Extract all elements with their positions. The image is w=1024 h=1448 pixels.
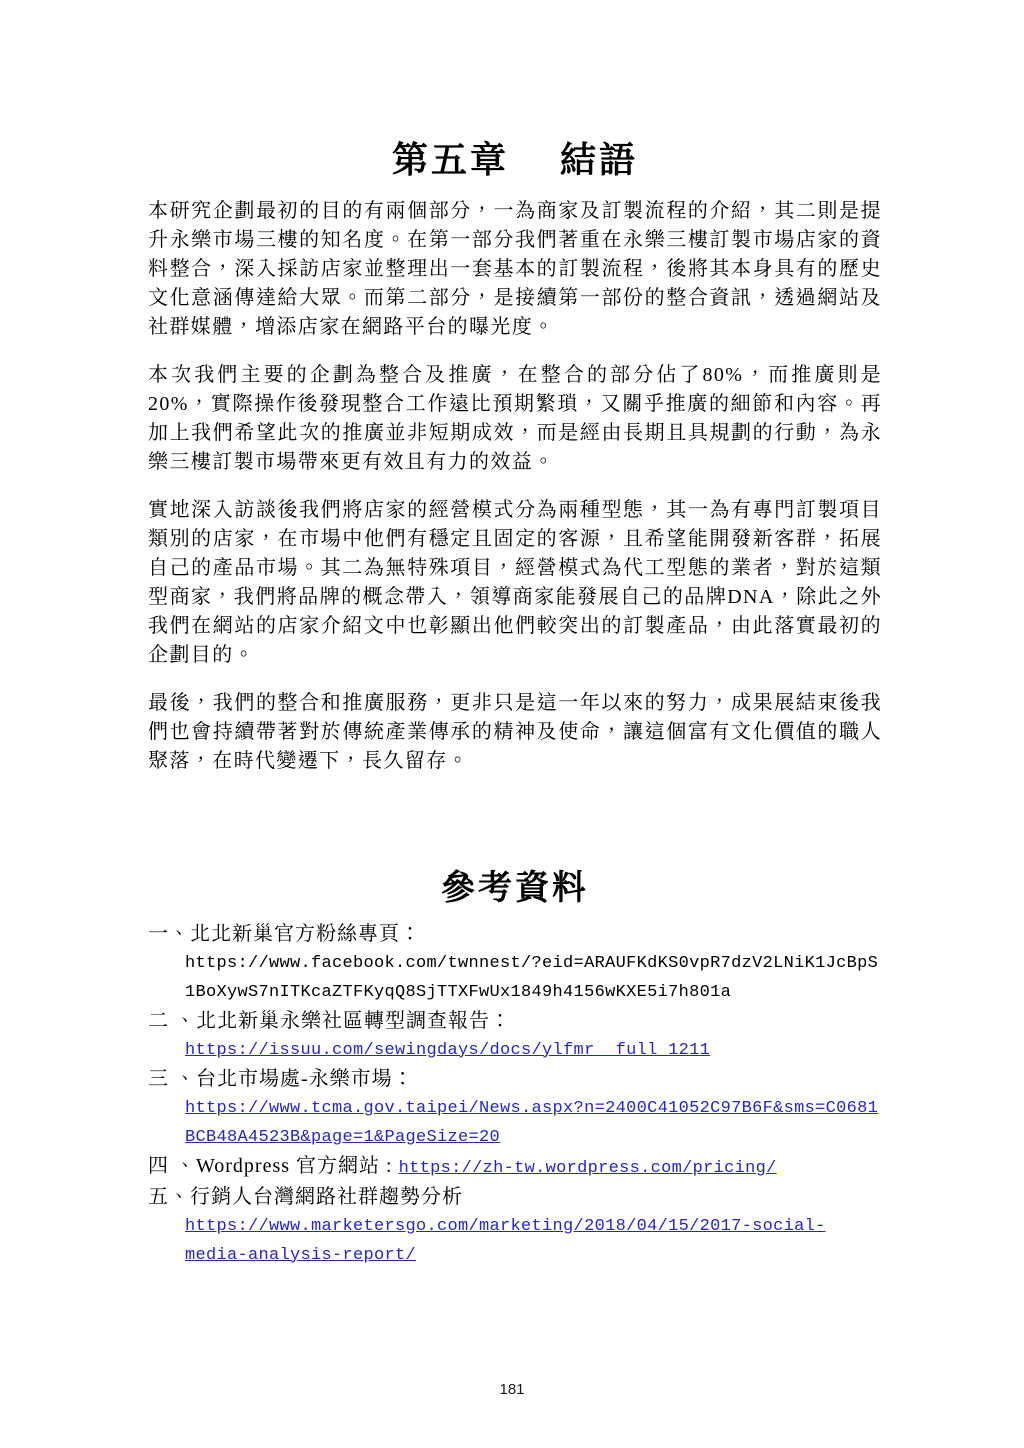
reference-hyperlink[interactable]: https://www.marketersgo.com/marketing/2018/04/15/2017-social- [185,1216,826,1236]
chapter-title: 第五章 結語 [391,140,638,180]
references-title: 參考資料 [441,870,589,907]
reference-hyperlink[interactable]: https://zh-tw.wordpress.com/pricing/ [398,1158,777,1178]
reference-url-text: https://www.facebook.com/twnnest/?eid=ARAUFKdKS0vpR7dzV2LNiK1JcBpS [185,953,879,973]
paragraph-4: 最後，我們的整合和推廣服務，更非只是這一年以來的努力，成果展結束後我們也會持續帶著對於傳統產業傳承的精神及使命，讓這個富有文化價值的職人聚落，在時代變遷下，長久留存。 [148,692,882,772]
reference-label: Wordpress 官方網站 : [196,1154,399,1177]
reference-label: 北北新巢官方粉絲專頁： [190,922,421,945]
reference-heading [148,1007,882,1036]
paragraph-1: 本研究企劃最初的目的有兩個部分，一為商家及訂製流程的介紹，其二則是提升永樂市場三樓的知名度。在第一部分我們著重在永樂三樓訂製市場店家的資料整合，深入採訪店家並整理出一套基本的訂製流程，後將其本身具有的歷史文化意涵傳達給大眾。而第二部分，是接續第一部份的整合資訊，透過網站及社群媒體，增添店家在網路平台的曝光度。 [148,200,882,338]
reference-number: 五、 [148,1185,190,1208]
reference-heading [148,920,882,949]
reference-url-line [185,1036,882,1065]
reference-url-line [185,1241,882,1270]
references-list [148,920,882,1270]
reference-hyperlink[interactable]: https://www.tcma.gov.taipei/News.aspx?n=2400C41052C97B6F&sms=C0681 [185,1098,879,1118]
page-number: 181 [499,1381,525,1398]
reference-label: 台北市場處-永樂市場： [196,1067,414,1090]
reference-hyperlink[interactable]: media-analysis-report/ [185,1245,417,1265]
reference-heading [148,1065,882,1094]
reference-item-3 [148,1065,882,1152]
reference-item-1 [148,920,882,1007]
reference-item-4 [148,1152,882,1183]
reference-heading [148,1183,882,1212]
reference-label: 北北新巢永樂社區轉型調查報告： [196,1009,511,1032]
paragraph-2: 本次我們主要的企劃為整合及推廣，在整合的部分佔了80%，而推廣則是20%，實際操作後發現整合工作遠比預期繁瑣，又關乎推廣的細節和內容。再加上我們希望此次的推廣並非短期成效，而是經由長期且具規劃的行動，為永樂三樓訂製市場帶來更有效且有力的效益。 [148,364,882,473]
reference-hyperlink[interactable]: BCB48A4523B&page=1&PageSize=20 [185,1127,501,1147]
reference-heading [148,1152,882,1183]
reference-label: 行銷人台灣網路社群趨勢分析 [190,1185,463,1208]
reference-item-2 [148,1007,882,1065]
reference-number: 一、 [148,922,190,945]
paragraph-3: 實地深入訪談後我們將店家的經營模式分為兩種型態，其一為有專門訂製項目類別的店家，在市場中他們有穩定且固定的客源，且希望能開發新客群，拓展自己的產品市場。其二為無特殊項目，經營模式為代工型態的業者，對於這類型商家，我們將品牌的概念帶入，領導商家能發展自己的品牌DNA，除此之外我們在網站的店家介紹文中也彰顯出他們較突出的訂製產品，由此落實最初的企劃目的。 [148,499,882,666]
reference-url-text: 1BoXywS7nITKcaZTFKyqQ8SjTTXFwUx1849h4156wKXE5i7h801a [185,982,732,1002]
reference-number: 四 、 [148,1154,196,1177]
reference-hyperlink[interactable]: https://issuu.com/sewingdays/docs/ylfmr__full_1211 [185,1040,711,1060]
reference-number: 三 、 [148,1067,196,1090]
reference-url-line [185,1123,882,1152]
reference-url-line [185,1212,882,1241]
reference-number: 二 、 [148,1009,196,1032]
reference-item-5 [148,1183,882,1270]
reference-url-line [185,1094,882,1123]
